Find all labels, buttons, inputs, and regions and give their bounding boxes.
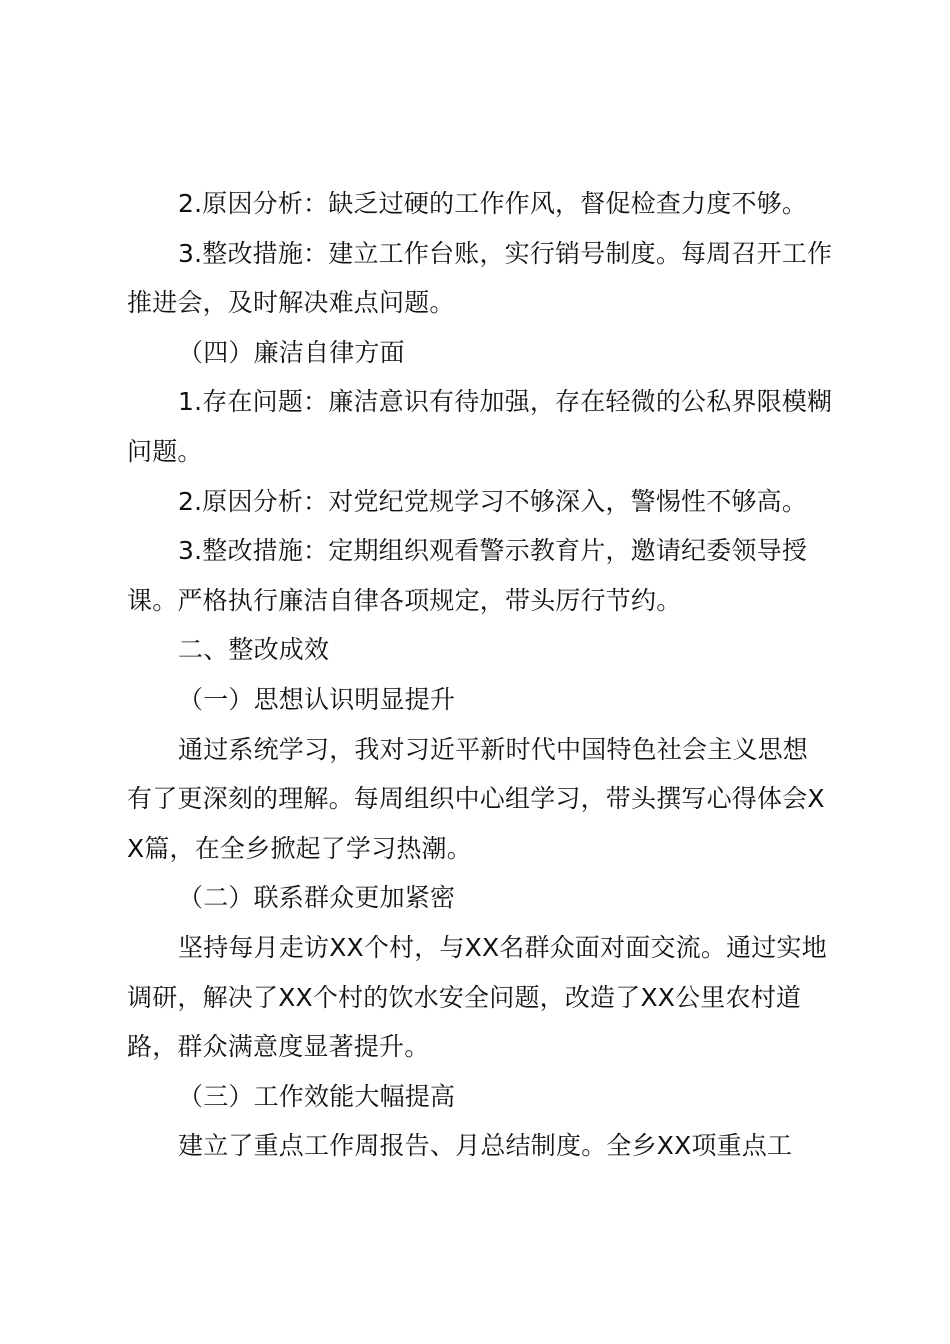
paragraph-thinking-results: 通过系统学习，我对习近平新时代中国特色社会主义思想有了更深刻的理解。每周组织中心组学习，带头撰写心得体会XX篇，在全乡掀起了学习热潮。 [127, 734, 825, 863]
section-heading-thinking: （一）思想认识明显提升 [178, 684, 456, 714]
chapter-heading-results: 二、整改成效 [178, 635, 330, 665]
paragraph-masses-results: 坚持每月走访XX个村，与XX名群众面对面交流。通过实地调研，解决了XX个村的饮水安全问题，改造了XX公里农村道路，群众满意度显著提升。 [127, 932, 827, 1062]
section-heading-efficiency: （三）工作效能大幅提高 [178, 1081, 456, 1111]
document-body [127, 179, 833, 1171]
paragraph-cause-analysis-4: 2.原因分析：对党纪党规学习不够深入，警惕性不够高。 [178, 486, 808, 516]
paragraph-rectification-measures-4: 3.整改措施：定期组织观看警示教育片，邀请纪委领导授课。严格执行廉洁自律各项规定，带头厉行节约。 [127, 536, 808, 615]
section-heading-masses: （二）联系群众更加紧密 [178, 883, 456, 913]
paragraph-cause-analysis-3: 2.原因分析：缺乏过硬的工作作风，督促检查力度不够。 [178, 189, 808, 218]
section-heading-integrity: （四）廉洁自律方面 [178, 337, 405, 367]
paragraph-efficiency-results: 建立了重点工作周报告、月总结制度。全乡XX项重点工 [178, 1131, 793, 1161]
paragraph-existing-problems-4: 1.存在问题：廉洁意识有待加强，存在轻微的公私界限模糊问题。 [127, 387, 833, 466]
paragraph-rectification-measures-3: 3.整改措施：建立工作台账，实行销号制度。每周召开工作推进会，及时解决难点问题。 [127, 238, 833, 318]
